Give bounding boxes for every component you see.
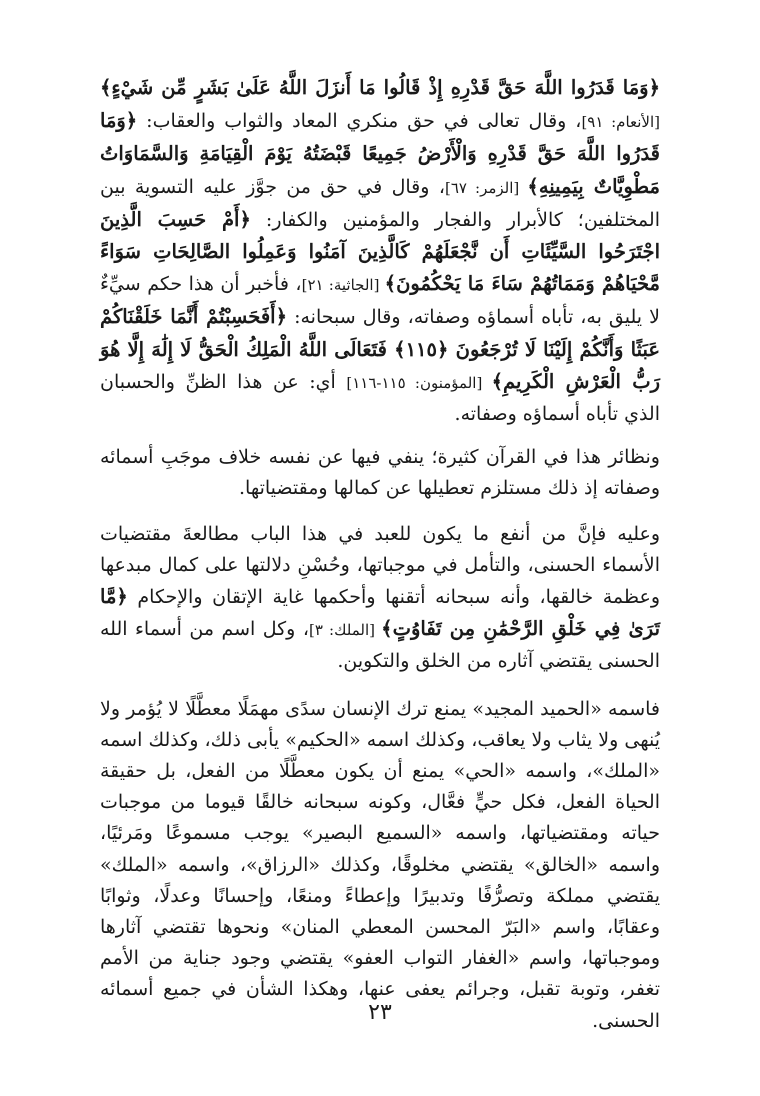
paragraph-1	[100, 72, 660, 430]
quran-verse: ﴿وَمَا قَدَرُوا اللَّهَ حَقَّ قَدْرِهِ إِذْ قَالُوا مَا أَنزَلَ اللَّهُ عَلَىٰ بَشَرٍ مِّن شَيْءٍ﴾	[100, 76, 660, 99]
body-text: ، فأخبر أن هذا حكم سيِّءٌ لا يليق به، تأباه أسماؤه وصفاته، وقال سبحانه:	[100, 273, 660, 329]
quran-verse: ﴿مَّا تَرَىٰ فِي خَلْقِ الرَّحْمَٰنِ مِن تَفَاوُتٍ﴾	[100, 585, 660, 641]
verse-reference: [الأنعام: ٩١]	[581, 113, 660, 132]
verse-reference: [الجاثية: ٢١]	[301, 276, 385, 295]
body-text: ، وقال في حق من جوَّز عليه التسوية بين المختلفين؛ كالأبرار والفجار والمؤمنين والكفار:	[100, 175, 660, 231]
quran-verse: ﴿وَمَا قَدَرُوا اللَّهَ حَقَّ قَدْرِهِ وَالْأَرْضُ جَمِيعًا قَبْضَتُهُ يَوْمَ الْقِيَامَةِ وَالسَّمَاوَاتُ مَطْوِيَّاتٌ بِيَمِينِهِ﴾	[100, 109, 660, 198]
body-text: وعليه فإنَّ من أنفع ما يكون للعبد في هذا الباب مطالعةَ مقتضيات الأسماء الحسنى، والتأمل في موجباتها، وحُسْنِ دلالتها على كمال مبدعها وعظمة خالقها، وأنه سبحانه أتقنها وأحكمها غاية الإتقان والإحكام	[100, 522, 660, 609]
verse-reference: [الملك: ٣]	[308, 621, 382, 640]
body-text: ، وكل اسم من أسماء الله الحسنى يقتضي آثاره من الخلق والتكوين.	[100, 618, 660, 673]
body-text: ، وقال تعالى في حق منكري المعاد والثواب والعقاب:	[137, 110, 582, 133]
paragraph-2	[100, 442, 660, 504]
body-text: أي: عن هذا الظنِّ والحسبان الذي تأباه أسماؤه وصفاته.	[100, 370, 660, 426]
verse-reference: [الزمر: ٦٧]	[444, 178, 528, 197]
body-text: فاسمه «الحميد المجيد» يمنع ترك الإنسان سدًى مهمَلًا معطَّلًا لا يُؤمر ولا يُنهى ولا يثاب ولا يعاقب، وكذلك اسمه «الحكيم» يأبى ذلك، وكذلك اسمه «الملك»، واسمه «الحي» يمنع أن يكون معطَّلًا من الفعل، بل حقيقة الحياة الفعل، فكل حيٍّ فعَّال، وكونه سبحانه خالقًا قيوما من موجبات حياته ومقتضياتها، واسمه «السميع البصير» يوجب مسموعًا ومَرئيًا، واسمه «الخالق» يقتضي مخلوقًا، وكذلك «الرزاق»، واسمه «الملك» يقتضي مملكة وتصرُّفًا وتدبيرًا وإعطاءً ومنعًا، وإحسانًا وعدلًا، وثوابًا وعقابًا، واسم «البَرّ المحسن المعطي المنان» ونحوها تقتضي آثارها وموجباتها، واسم «الغفار التواب العفو» يقتضي وجود جناية من الأمم تغفر، وتوبة تقبل، وجرائم يعفى عنها، وهكذا الشأن في جميع أسمائه الحسنى.	[100, 697, 660, 1032]
page-number: ٢٣	[368, 1000, 392, 1025]
quran-verse: ﴿أَفَحَسِبْتُمْ أَنَّمَا خَلَقْنَاكُمْ عَبَثًا وَأَنَّكُمْ إِلَيْنَا لَا تُرْجَعُونَ ﴿١١٥﴾ فَتَعَالَى اللَّهُ الْمَلِكُ الْحَقُّ لَا إِلَٰهَ إِلَّا هُوَ رَبُّ الْعَرْشِ الْكَرِيمِ﴾	[100, 305, 660, 393]
paragraph-3	[100, 519, 660, 678]
paragraph-4	[100, 694, 660, 1037]
verse-reference: [المؤمنون: ١١٥-١١٦]	[346, 373, 492, 392]
page-body	[100, 72, 660, 1037]
body-text: ونظائر هذا في القرآن كثيرة؛ ينفي فيها عن نفسه خلاف موجَبِ أسمائه وصفاته إذ ذلك مستلزم تعطيلها عن كمالها ومقتضياتها.	[100, 446, 660, 500]
quran-verse: ﴿أَمْ حَسِبَ الَّذِينَ اجْتَرَحُوا السَّيِّئَاتِ أَن نَّجْعَلَهُمْ كَالَّذِينَ آمَنُوا وَعَمِلُوا الصَّالِحَاتِ سَوَاءً مَّحْيَاهُمْ وَمَمَاتُهُمْ سَاءَ مَا يَحْكُمُونَ﴾	[100, 207, 660, 296]
